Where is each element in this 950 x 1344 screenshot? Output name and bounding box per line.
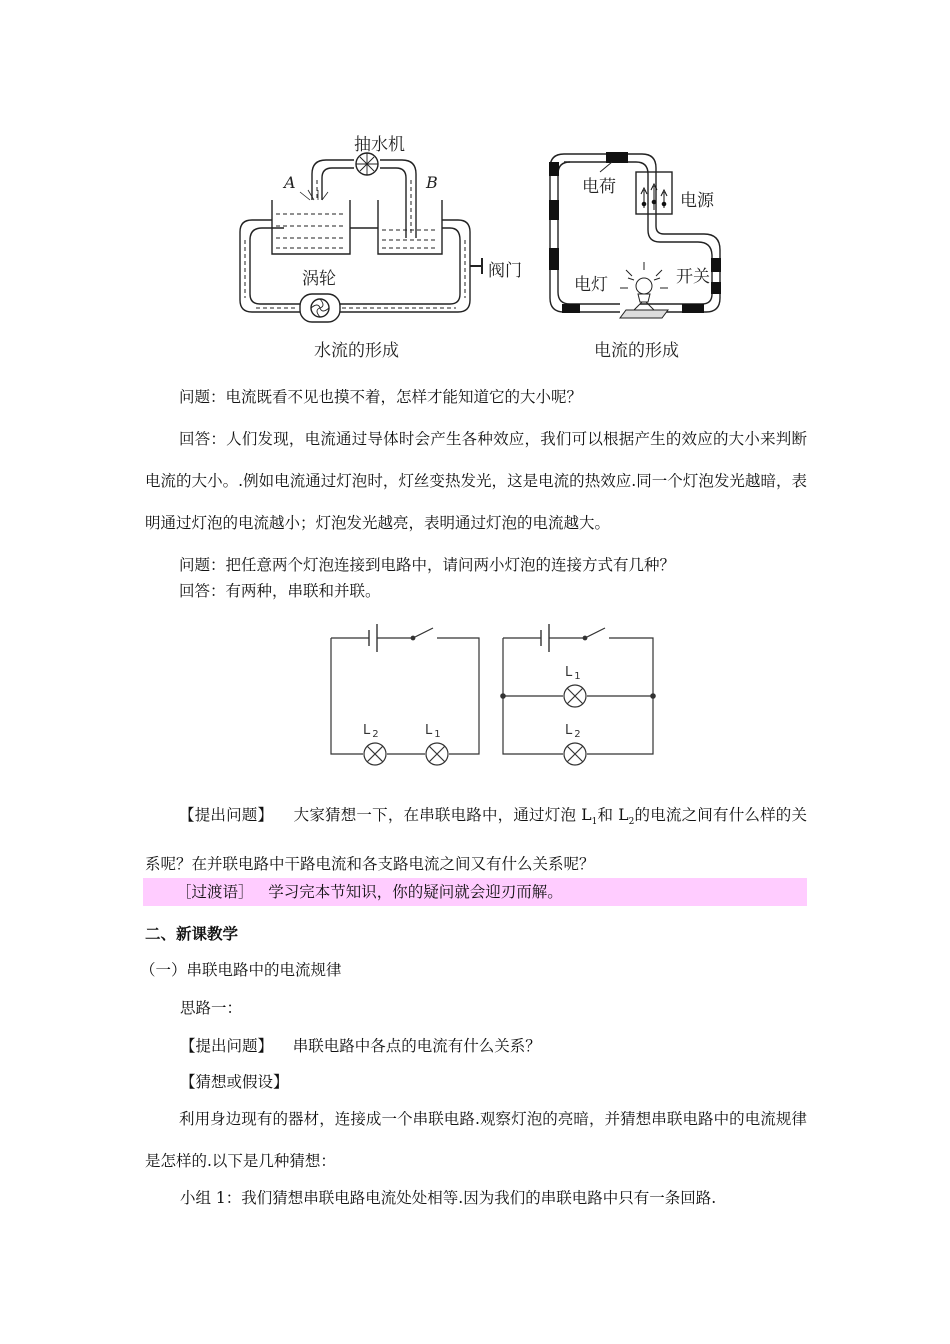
figure-water-electric-analogy [230, 130, 730, 370]
subsection-series-current: （一）串联电路中的电流规律 [140, 961, 342, 979]
series-question-tag: 【提出问题】 [180, 1037, 274, 1055]
parallel-lamp-l1-label: L $_1$ [565, 665, 581, 682]
valve-label: 阀门 [488, 261, 522, 281]
guess-paragraph: 利用身边现有的器材，连接成一个串联电路.观察灯泡的亮暗，并猜想串联电路中的电流规律是怎样的.以下是几种猜想： [145, 1110, 807, 1170]
idea-one-label: 思路一： [180, 999, 243, 1017]
series-question-text: 串联电路中各点的电流有什么关系？ [292, 1037, 541, 1055]
charge-arrows [641, 184, 667, 210]
point-a-label: A [284, 173, 296, 192]
question-1: 问题：电流既看不见也摸不着，怎样才能知道它的大小呢？ [179, 388, 583, 406]
series-circuit [331, 624, 479, 765]
series-lamp-l2-label: L $_2$ [363, 723, 379, 740]
answer-2: 回答：有两种，串联和并联。 [179, 582, 381, 600]
transition-text: 学习完本节知识，你的疑问就会迎刃而解。 [268, 883, 563, 901]
question-2: 问题：把任意两个灯泡连接到电路中，请问两小灯泡的连接方式有几种？ [179, 556, 676, 574]
lamp-label: 电灯 [574, 275, 608, 295]
pump-label: 抽水机 [354, 135, 405, 155]
transition-tag: ［过渡语］ [176, 883, 254, 901]
group-1-guess: 小组 1：我们猜想串联电路电流处处相等.因为我们的串联电路中只有一条回路. [180, 1189, 717, 1207]
lamp-drawing [620, 262, 668, 318]
water-dashes [245, 180, 465, 308]
switch-label: 开关 [676, 267, 710, 287]
series-question-line [180, 1036, 541, 1056]
series-lamp-l1-label: L $_1$ [425, 723, 441, 740]
raise-question-tag: 【提出问题】 [179, 806, 274, 824]
transition-line [176, 882, 563, 902]
water-caption: 水流的形成 [314, 341, 399, 361]
parallel-lamp-l2-label: L $_2$ [565, 723, 581, 740]
answer-1: 回答：人们发现，电流通过导体时会产生各种效应，我们可以根据产生的效应的大小来判断电流的大小。.例如电流通过灯泡时，灯丝变热发光，这是电流的热效应.同一个灯泡发光越暗，表明通过灯泡的电流越小；灯泡发光越亮，表明通过灯泡的电流越大。 [145, 430, 807, 532]
section-heading-new-lesson: 二、新课教学 [145, 924, 239, 943]
guess-tag: 【猜想或假设】 [180, 1073, 289, 1091]
parallel-circuit [501, 624, 655, 765]
charge-label: 电荷 [582, 177, 616, 197]
point-b-label: B [426, 173, 438, 192]
figure-series-parallel [325, 622, 665, 772]
turbine-label: 涡轮 [302, 269, 336, 289]
power-source-label: 电源 [680, 191, 714, 211]
raise-question-paragraph: 【提出问题】 大家猜想一下，在串联电路中，通过灯泡 $L_1$和 $L_2$的电流之间有什么样的关系呢？在并联电路中干路电流和各支路电流之间又有什么关系呢？ [145, 806, 807, 874]
electric-caption: 电流的形成 [594, 341, 679, 361]
